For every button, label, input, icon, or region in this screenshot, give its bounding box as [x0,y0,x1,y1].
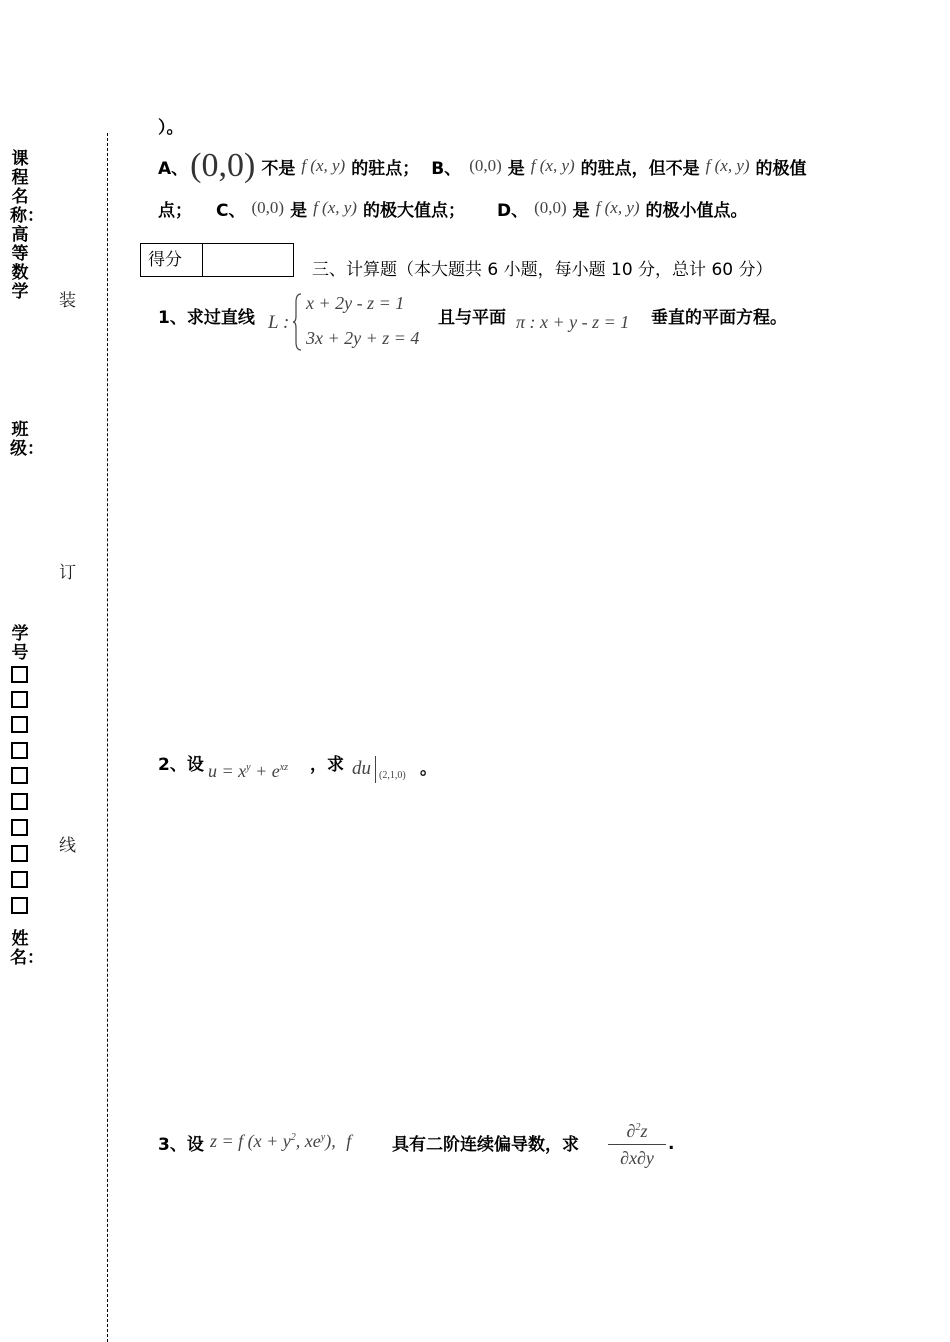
student-id-box-2[interactable] [11,691,28,708]
choice-b-func: f (x, y) [530,156,575,175]
q3-sq: 2 [290,1132,296,1143]
q3-fraction [608,1117,666,1169]
choice-d-text1: 是 [572,200,590,221]
q2-plus-e: + e [250,761,280,781]
section-title: 三、计算题（本大题共 6 小题，每小题 10 分，总计 60 分） [312,260,773,280]
binding-mark-ding: 订 [59,563,76,583]
student-id-box-1[interactable] [11,666,28,683]
q2-suffix: 。 [420,759,437,779]
course-name-label: 课程名称：高等数学 [10,149,44,302]
q2-eval-bar [375,756,376,783]
choice-a-text1: 不是 [261,158,296,179]
q3-prefix: 3、设 [158,1135,204,1155]
q2-exp-xz: xz [279,762,289,773]
class-label: 班级： [10,420,44,459]
q3-numer-z: z [640,1121,648,1141]
choice-line2-start: 点； [158,200,192,221]
choice-a-text2: 的驻点； [351,158,420,179]
choice-c-text1: 是 [290,200,308,221]
q2-point: (2,1,0) [379,770,406,781]
choice-b-point: (0,0) [469,156,502,175]
q3-fraction-bar [608,1144,666,1145]
q1-plane: π : x + y - z = 1 [516,312,630,332]
q3-exp-y: y [320,1132,326,1143]
choice-c-label: C、 [216,200,246,221]
q3-z-expr: z = f (x + y [210,1131,291,1151]
choice-c-func: f (x, y) [313,198,357,217]
student-id-box-10[interactable] [11,897,28,914]
q2-u-expr: u = x [208,761,247,781]
student-id-box-8[interactable] [11,845,28,862]
score-box [140,243,294,277]
student-id-box-6[interactable] [11,793,28,810]
student-id-box-4[interactable] [11,742,28,759]
student-id-box-5[interactable] [11,767,28,784]
q2-prefix: 2、设 [158,755,204,775]
score-label: 得分 [141,244,203,276]
q1-eq2: 3x + 2y + z = 4 [306,328,420,348]
q2-exp-y: y [246,762,251,773]
choice-b-func-2: f (x, y) [705,156,750,175]
prev-question-end: ）。 [158,118,184,138]
choice-a-point: (0,0) [190,147,256,184]
q3-f: f [346,1131,352,1151]
q2-middle: ，求 [310,755,344,775]
student-id-box-7[interactable] [11,819,28,836]
q3-numer-sup: 2 [635,1122,641,1133]
q3-z-expr3: ), [325,1131,336,1151]
choice-c-text2: 的极大值点； [362,200,465,221]
choice-b-text1: 是 [507,158,525,179]
student-id-label: 学号 [11,624,29,663]
choice-b-text2: 的驻点，但不是 [580,158,700,179]
q1-brace [293,292,303,352]
binding-cut-line [107,133,108,1342]
choice-d-func: f (x, y) [595,198,640,217]
q3-z-expr2: , xe [295,1131,321,1151]
q3-numerator [608,1117,666,1142]
choice-b-text3: 的极值 [755,158,807,179]
choice-a-label: A、 [158,158,189,179]
choice-d-text2: 的极小值点。 [645,200,748,221]
q3-numer-partial: ∂ [626,1121,636,1141]
q3-suffix: . [668,1134,675,1154]
choice-b-label: B、 [431,158,462,179]
binding-mark-xian: 线 [59,836,76,856]
student-id-box-3[interactable] [11,716,28,733]
q1-eq1: x + 2y - z = 1 [306,293,405,313]
binding-mark-zhuang: 装 [59,291,76,311]
q2-expression [208,761,288,782]
choice-c-point: (0,0) [251,198,285,217]
choice-d-point: (0,0) [534,198,567,217]
student-id-box-9[interactable] [11,871,28,888]
q1-suffix: 垂直的平面方程。 [651,308,787,328]
q3-middle: 具有二阶连续偏导数，求 [392,1135,579,1155]
score-value-field[interactable] [203,244,293,276]
q3-denominator: ∂x∂y [620,1148,654,1168]
q1-prefix: 1、求过直线 [158,308,255,328]
choice-d-label: D、 [496,200,529,221]
name-label: 姓名： [10,929,44,968]
q3-expression [210,1131,351,1152]
choice-line-2 [158,196,748,220]
q2-du: du [352,758,371,779]
choice-line-1 [158,146,807,186]
choice-a-func: f (x, y) [301,156,346,175]
q1-line-name: L : [268,312,290,333]
q1-middle: 且与平面 [438,308,506,328]
